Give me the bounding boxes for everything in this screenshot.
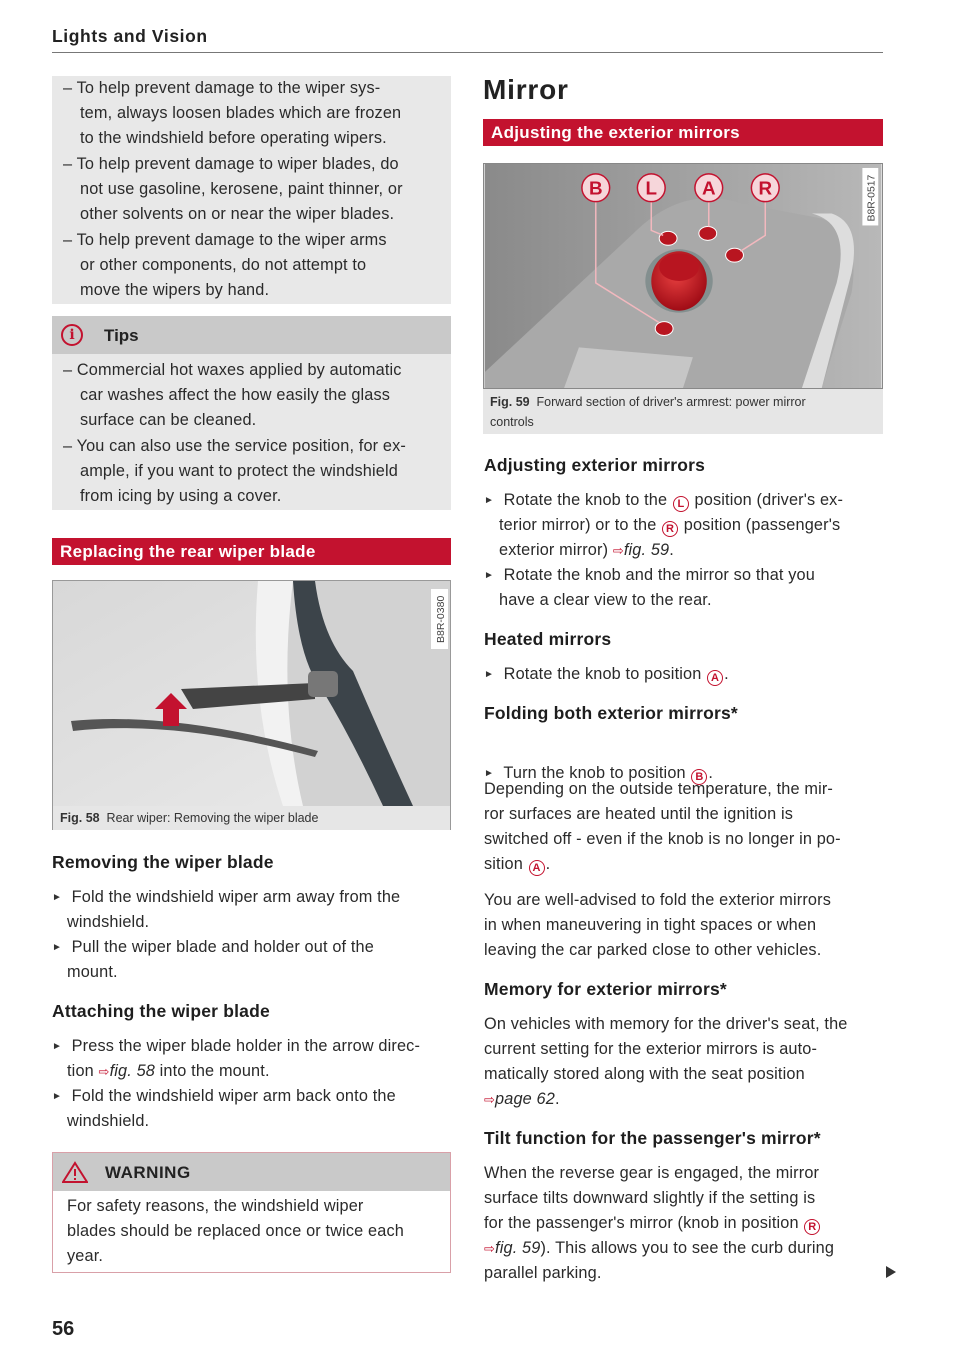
tip-item: – You can also use the service position, for ex- ample, if you want to protect the windshield from icing by using a cover. (63, 437, 406, 505)
header-rule (52, 52, 883, 53)
text-run: . (669, 541, 674, 559)
reference-text: fig. 59 (623, 541, 670, 559)
step-bullet (484, 563, 884, 613)
step-bullet (52, 1084, 451, 1134)
text-run: Depending on the outside temperature, the mir- ror surfaces are heated until the ignition is switched off - even if the knob is no longer in po- sition (484, 780, 841, 873)
svg-text:L: L (645, 177, 658, 199)
bullet-icon: ► (484, 669, 495, 680)
paragraph-heating (484, 777, 841, 877)
position-label-r: R (662, 521, 678, 537)
figure-code (431, 589, 448, 649)
figure-label: Fig. 59 (490, 395, 530, 409)
tilt-heading: Tilt function for the passenger's mirror* (484, 1128, 821, 1148)
tips-title: Tips (104, 326, 139, 345)
svg-text:B: B (588, 177, 603, 199)
cross-reference-link[interactable] (484, 1090, 555, 1108)
svg-text:B8R-0380: B8R-0380 (435, 595, 447, 643)
label-b (582, 174, 610, 202)
warning-triangle-icon (62, 1161, 88, 1183)
text-run: . (724, 665, 729, 683)
note-item: – To help prevent damage to the wiper arms or other components, do not attempt to move the wipers by hand. (63, 231, 387, 299)
heated-heading: Heated mirrors (484, 629, 612, 649)
step-bullet (484, 488, 884, 563)
figure-58 (52, 580, 451, 830)
figure-59 (483, 163, 883, 434)
adjusting-steps (484, 488, 884, 613)
text-run: position (driver's ex- terior mirror) or to the (499, 491, 844, 534)
text-run: You are well-advised to fold the exterior mirrors in when maneuvering in tight spaces or when leaving the car parked close to other vehicles. (484, 891, 831, 959)
text-run: Rotate the knob to position (499, 665, 707, 683)
paragraph-advice (484, 888, 831, 963)
continue-arrow-icon (886, 1266, 896, 1278)
arrow-icon: ⇨ (98, 1064, 110, 1079)
section-title: Lights and Vision (52, 26, 208, 46)
svg-text:B8R-0517: B8R-0517 (866, 174, 878, 222)
attaching-steps (52, 1034, 451, 1134)
tips-box (52, 354, 451, 510)
arrow-icon: ⇨ (484, 1092, 496, 1107)
attaching-heading: Attaching the wiper blade (52, 1001, 270, 1021)
bullet-icon: ► (484, 768, 495, 779)
tilt-text (484, 1161, 834, 1286)
removing-steps (52, 885, 451, 985)
figure-caption (483, 389, 883, 432)
figure-caption-text: Rear wiper: Removing the wiper blade (106, 811, 319, 825)
step-bullet (52, 885, 451, 935)
arrow-icon: ⇨ (484, 1241, 496, 1256)
arrow-icon: ⇨ (612, 543, 624, 558)
removing-heading: Removing the wiper blade (52, 852, 274, 872)
folding-heading: Folding both exterior mirrors* (484, 703, 738, 723)
page-heading: Mirror (483, 74, 569, 105)
position-label-a: A (529, 860, 545, 876)
text-run: Fold the windshield wiper arm back onto the windshield. (67, 1087, 396, 1130)
note-item: – To help prevent damage to the wiper sys- tem, always loosen blades which are frozen to the windshield before operating wipers. (63, 79, 402, 147)
bullet-icon: ► (484, 570, 495, 581)
memory-text (484, 1012, 848, 1112)
text-run: . (554, 1090, 560, 1108)
cross-reference-link[interactable] (99, 1062, 155, 1080)
cross-reference-link[interactable] (484, 1239, 540, 1257)
text-run: Turn the knob to position (499, 764, 691, 782)
text-run: position (passenger's exterior mirror) (499, 516, 841, 559)
bullet-icon: ► (52, 1041, 63, 1052)
step-bullet (52, 935, 451, 985)
rear-wiper-illustration (53, 581, 450, 806)
warning-text: For safety reasons, the windshield wiper blades should be replaced once or twice each year. (67, 1197, 404, 1265)
text-run: . (708, 764, 714, 782)
bullet-icon: ► (52, 892, 63, 903)
tip-item: – Commercial hot waxes applied by automatic car washes affect the how easily the glass surface can be cleaned. (63, 361, 402, 429)
label-r (751, 174, 779, 202)
figure-code (862, 168, 878, 225)
step-bullet (52, 1034, 451, 1084)
bullet-icon: ► (484, 495, 495, 506)
text-run: . (545, 855, 551, 873)
bullet-icon: ► (52, 1091, 63, 1102)
mirror-section-title: Adjusting the exterior mirrors (483, 119, 883, 146)
page-number: 56 (52, 1318, 75, 1340)
warning-header (53, 1153, 450, 1191)
position-label-r: R (804, 1219, 820, 1235)
cross-reference-link[interactable] (613, 541, 669, 559)
label-l (637, 174, 665, 202)
figure-label: Fig. 58 (60, 811, 100, 825)
position-label-l: L (673, 496, 689, 512)
text-run: into the mount. (154, 1062, 270, 1080)
figure-caption (53, 806, 450, 830)
memory-heading: Memory for exterior mirrors* (484, 979, 727, 999)
text-run: Press the wiper blade holder in the arrow direc- tion (67, 1037, 421, 1080)
figure-caption-text: Forward section of driver's armrest: power mirror controls (490, 395, 806, 429)
reference-text: fig. 58 (109, 1062, 155, 1080)
warning-box (52, 1152, 451, 1273)
text-run: On vehicles with memory for the driver's seat, the current setting for the exterior mirrors is auto- matically stored along with the seat position (484, 1015, 848, 1083)
svg-text:A: A (701, 177, 716, 199)
reference-text: page 62 (495, 1090, 555, 1108)
text-run: Rotate the knob to the (499, 491, 672, 509)
info-icon: i (61, 324, 83, 346)
step-bullet (484, 662, 960, 687)
position-label-b: B (691, 769, 707, 785)
mirror-controls-illustration (483, 163, 883, 389)
text-run: Fold the windshield wiper arm away from the windshield. (67, 888, 401, 931)
text-run: ). This allows you to see the curb during parallel parking. (484, 1239, 835, 1282)
reference-text: fig. 59 (495, 1239, 541, 1257)
rear-wiper-section-title: Replacing the rear wiper blade (52, 538, 451, 565)
tips-header (52, 316, 451, 354)
svg-text:R: R (758, 177, 773, 199)
text-run: Rotate the knob and the mirror so that you have a clear view to the rear. (499, 566, 815, 609)
label-a (695, 174, 723, 202)
notes-box (52, 76, 451, 304)
adjusting-heading: Adjusting exterior mirrors (484, 455, 706, 475)
position-label-a: A (707, 670, 723, 686)
warning-title: WARNING (105, 1163, 191, 1182)
text-run: When the reverse gear is engaged, the mirror surface tilts downward slightly if the setting is for the passenger's mirror (knob in position (484, 1164, 820, 1232)
note-item: – To help prevent damage to wiper blades, do not use gasoline, kerosene, paint thinner, or other solvents on or near the wiper blades. (63, 155, 403, 223)
bullet-icon: ► (52, 942, 63, 953)
text-run: Pull the wiper blade and holder out of the mount. (67, 938, 374, 981)
